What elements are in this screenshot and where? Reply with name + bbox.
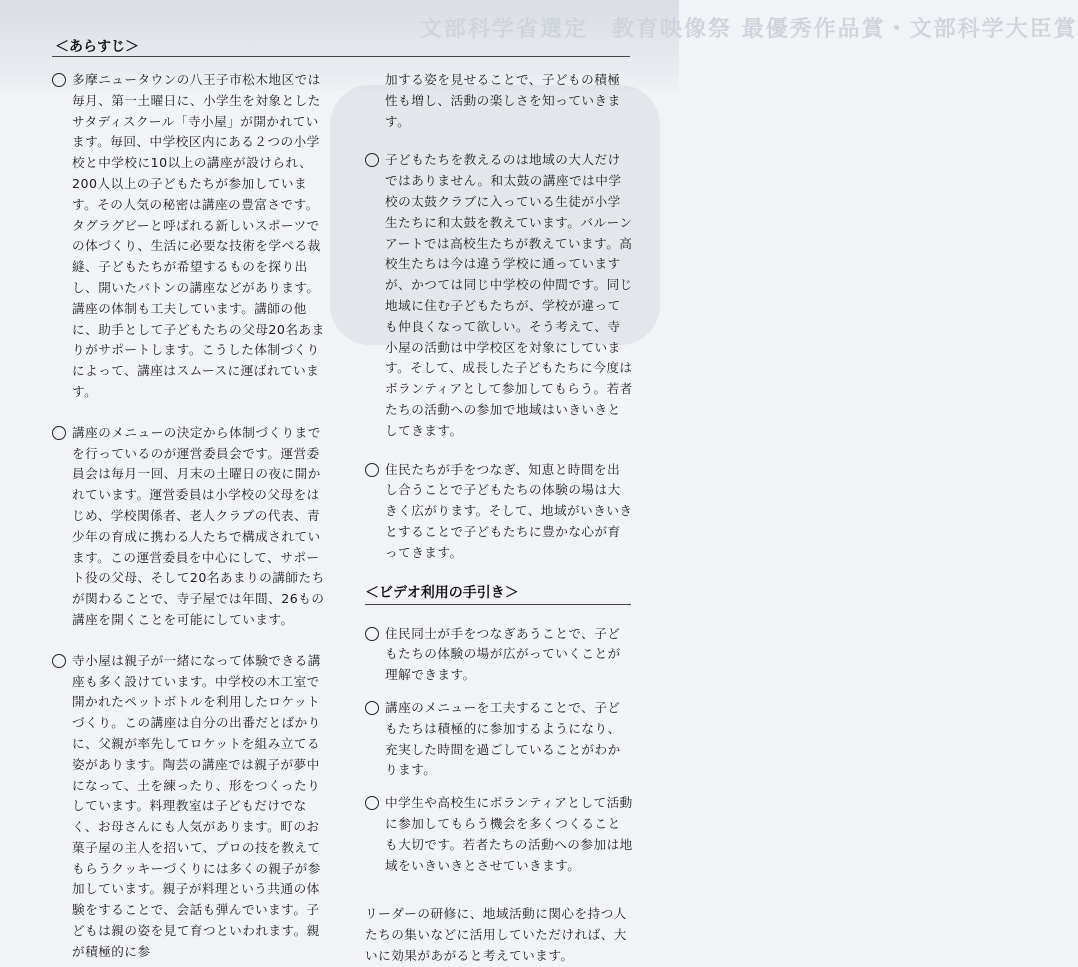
left-column (52, 70, 328, 963)
synopsis-paragraph: 住民たちが手をつなぎ、知恵と時間を出し合うことで子どもたちの体験の場は大きく広がります。そして、地域がいきいきとすることで子どもたちに豊かな心が育ってきます。 (365, 460, 633, 564)
synopsis-paragraph: 講座のメニューの決定から体制づくりまでを行っているのが運営委員会です。運営委員会は毎月一回、月末の土曜日の夜に開かれています。運営委員は小学校の父母をはじめ、学校関係者、老人クラブの代表、青少年の育成に携わる人たちで構成されています。この運営委員を中心にして、サポート役の父母、そして20名あまりの講師たちが関わることで、寺子屋では年間、26もの講座を開くことを可能にしています。 (52, 423, 328, 631)
guide-heading-rule (365, 604, 631, 605)
bullet-circle-icon (52, 654, 66, 668)
background-banner-text: 文部科学省選定 教育映像祭 最優秀作品賞・文部科学大臣賞 (420, 17, 1078, 42)
synopsis-heading-rule (52, 56, 630, 57)
guide-closing-text: リーダーの研修に、地域活動に関心を持つ人たちの集いなどに活用していただければ、大いに効果があがると考えています。 (365, 906, 627, 963)
bullet-circle-icon (52, 73, 66, 87)
synopsis-paragraph: 子どもたちを教えるのは地域の大人だけではありません。和太鼓の講座では中学校の太鼓クラブに入っている生徒が小学生たちに和太鼓を教えています。バルーンアートでは高校生たちが教えています。高校生たちは今は違う学校に通っていますが、かつては同じ中学校の仲間です。同じ地域に住む子どもたちが、学校が違っても仲良くなって欲しい。そう考えて、寺小屋の活動は中学校区を対象にしています。そして、成長した子どもたちに今度はボランティアとして参加してもらう。若者たちの活動への参加で地域はいきいきとしてきます。 (365, 150, 633, 441)
guide-item: 住民同士が手をつなぎあうことで、子どもたちの体験の場が広がっていくことが理解できます。 (365, 624, 633, 686)
synopsis-paragraph: 寺小屋は親子が一緒になって体験できる講座も多く設けています。中学校の木工室で開かれたペットボトルを利用したロケットづくり。この講座は自分の出番だとばかりに、父親が率先してロケットを組み立てる姿があります。陶芸の講座では親子が夢中になって、土を練ったり、形をつくったりしています。料理教室は子どもだけでなく、お母さんにも人気があります。町のお菓子屋の主人を招いて、プロの技を教えてもらうクッキーづくりには多くの親子が参加しています。親子が料理という共通の体験をすることで、会話も弾んでいます。子どもは親の姿を見て育つといわれます。親が積極的に参 (52, 651, 328, 963)
bullet-circle-icon (365, 796, 379, 810)
bullet-circle-icon (52, 426, 66, 440)
guide-heading-block (365, 582, 633, 610)
synopsis-paragraph: 多摩ニュータウンの八王子市松木地区では毎月、第一土曜日に、小学生を対象としたサタディスクール「寺小屋」が開かれています。毎回、中学校区内にある２つの小学校と中学校に10以上の講座が設けられ、200人以上の子どもたちが参加しています。その人気の秘密は講座の豊富さです。タグラグビーと呼ばれる新しいスポーツでの体づくり、生活に必要な技術を学べる裁縫、子どもたちが希望するものを探り出し、開いたバトンの講座などがあります。講座の体制も工夫しています。講師の他に、助手として子どもたちの父母20名あまりがサポートします。こうした体制づくりによって、講座はスムースに運ばれています。 (52, 70, 328, 403)
synopsis-paragraph-continued: 加する姿を見せることで、子どもの積極性も増し、活動の楽しさを知っていきます。 (385, 72, 621, 129)
guide-heading: ＜ビデオ利用の手引き＞ (365, 584, 519, 601)
bullet-circle-icon (365, 627, 379, 641)
guide-item: 中学生や高校生にボランティアとして活動に参加してもらう機会を多くつくることも大切です。若者たちの活動への参加は地域をいきいきとさせていきます。 (365, 793, 633, 876)
bullet-circle-icon (365, 463, 379, 477)
synopsis-heading: ＜あらすじ＞ (55, 39, 139, 55)
guide-item: 講座のメニューを工夫することで、子どもたちは積極的に参加するようになり、充実した時間を過ごしていることがわかります。 (365, 698, 633, 781)
bullet-circle-icon (365, 153, 379, 167)
right-column (365, 70, 633, 967)
bullet-circle-icon (365, 701, 379, 715)
